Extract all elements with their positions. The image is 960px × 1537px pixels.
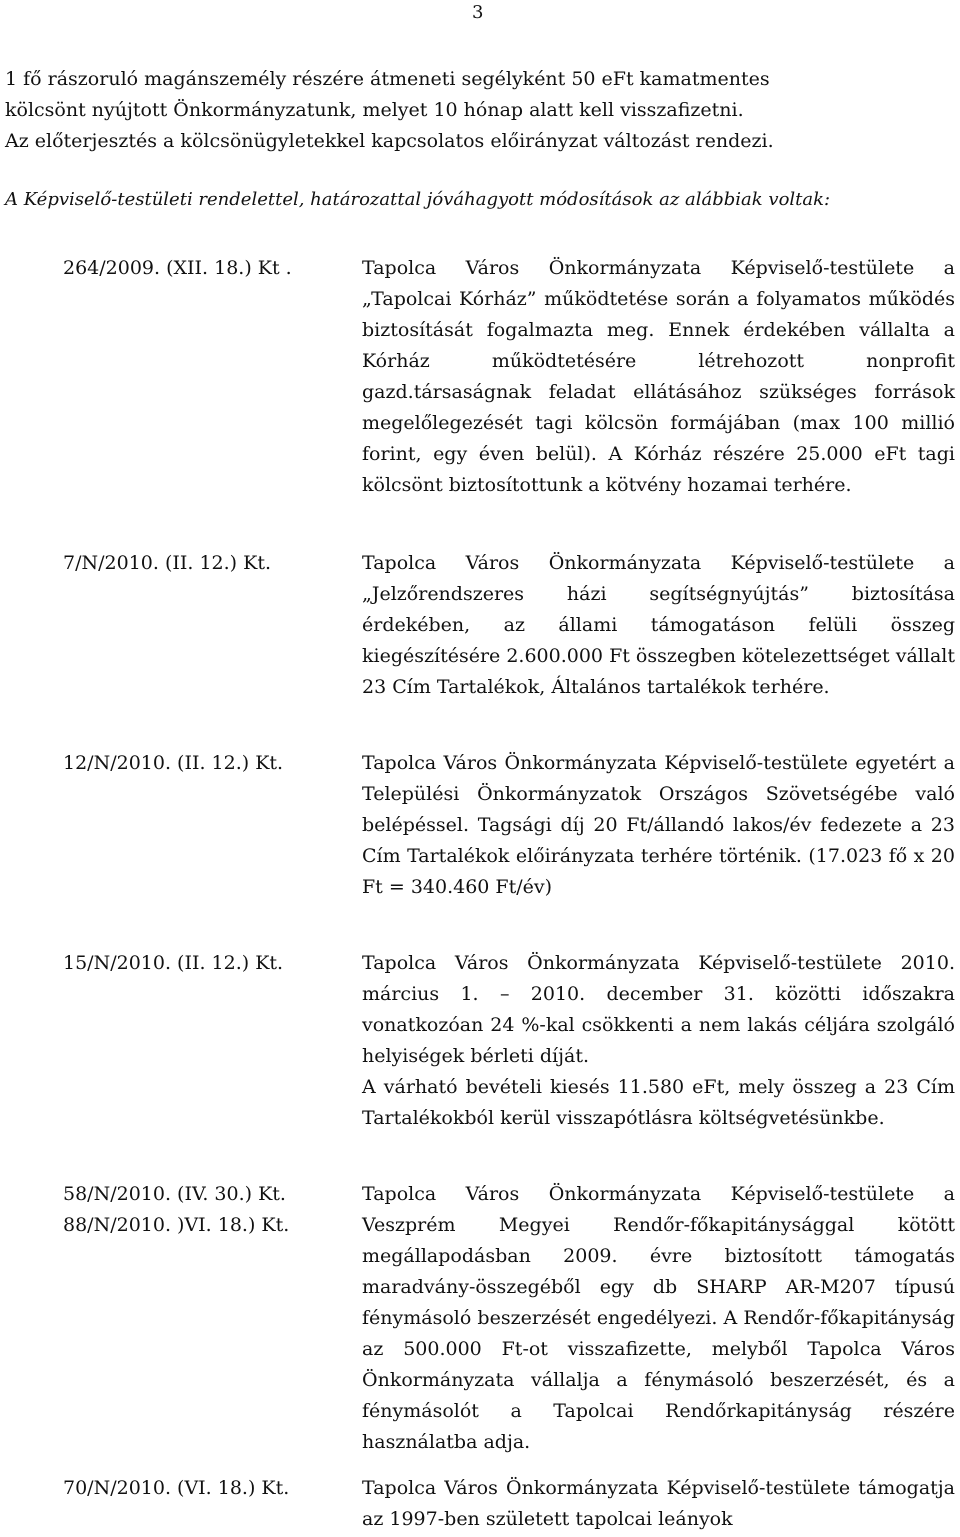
- resolution-text: [362, 948, 955, 1134]
- resolution-number: 264/2009. (XII. 18.) Kt .: [63, 257, 292, 279]
- intro-line: 1 fő rászoruló magánszemély részére átmeneti segélyként 50 eFt kamatmentes: [5, 68, 770, 90]
- resolution-text: Tapolca Város Önkormányzata Képviselő-testülete támogatja az 1997-ben született tapolcai leányok: [362, 1477, 955, 1530]
- resolution-text: Tapolca Város Önkormányzata Képviselő-testülete a „Tapolcai Kórház” működtetése során a folyamatos működés biztosítását fogalmazta meg. Ennek érdekében vállalta a Kórház működtetésére létrehozott nonprofit gazd.társaságnak feladat ellátásához szükséges források megelőlegezését tagi kölcsön formájában (max 100 millió forint, egy éven belül). A Kórház részére 25.000 eFt tagi kölcsönt biztosítottunk a kötvény hozamai terhére.: [362, 257, 955, 496]
- resolution-text-part: Tapolca Város Önkormányzata Képviselő-testülete 2010. március 1. – 2010. december 31. közötti időszakra vonatkozóan 24 %-kal csökkenti a nem lakás céljára szolgáló helyiségek bérleti díját.: [362, 952, 955, 1067]
- resolution-text: Tapolca Város Önkormányzata Képviselő-testülete egyetért a Települési Önkormányzatok Országos Szövetségébe való belépéssel. Tagsági díj 20 Ft/állandó lakos/év fedezete a 23 Cím Tartalékok előirányzata terhére történik. (17.023 fő x 20 Ft = 340.460 Ft/év): [362, 752, 955, 898]
- resolution-number: 70/N/2010. (VI. 18.) Kt.: [63, 1477, 290, 1499]
- resolution-text: Tapolca Város Önkormányzata Képviselő-testülete a Veszprém Megyei Rendőr-főkapitánysággal kötött megállapodásban 2009. évre biztosított támogatás maradvány-összegéből egy db SHARP AR-M207 típusú fénymásoló beszerzését engedélyezi. A Rendőr-főkapitányság az 500.000 Ft-ot visszafizette, melyből Tapolca Város Önkormányzata vállalja a fénymásoló beszerzését, és a fénymásolót a Tapolcai Rendőrkapitányság részére használatba adja.: [362, 1183, 955, 1453]
- resolution-text: Tapolca Város Önkormányzata Képviselő-testülete a „Jelzőrendszeres házi segítségnyújtás” biztosítása érdekében, az állami támogatáson felüli összeg kiegészítésére 2.600.000 Ft összegben kötelezettséget vállalt 23 Cím Tartalékok, Általános tartalékok terhére.: [362, 552, 955, 698]
- resolution-number: 12/N/2010. (II. 12.) Kt.: [63, 752, 284, 774]
- intro-paragraph: [5, 64, 955, 157]
- section-heading: A Képviselő-testületi rendelettel, határozattal jóváhagyott módosítások az alábbiak voltak:: [5, 189, 831, 210]
- resolution-number: 15/N/2010. (II. 12.) Kt.: [63, 952, 284, 974]
- intro-line: Az előterjesztés a kölcsönügyletekkel kapcsolatos előirányzat változást rendezi.: [5, 130, 774, 152]
- resolution-text-part: A várható bevételi kiesés 11.580 eFt, mely összeg a 23 Cím Tartalékokból kerül visszapótlásra költségvetésünkbe.: [362, 1076, 955, 1129]
- resolution-number: 7/N/2010. (II. 12.) Kt.: [63, 552, 271, 574]
- intro-line: kölcsönt nyújtott Önkormányzatunk, melyet 10 hónap alatt kell visszafizetni.: [5, 99, 744, 121]
- page-number: 3: [472, 2, 484, 23]
- resolution-number: 58/N/2010. (IV. 30.) Kt. 88/N/2010. )VI. 18.) Kt.: [63, 1183, 290, 1236]
